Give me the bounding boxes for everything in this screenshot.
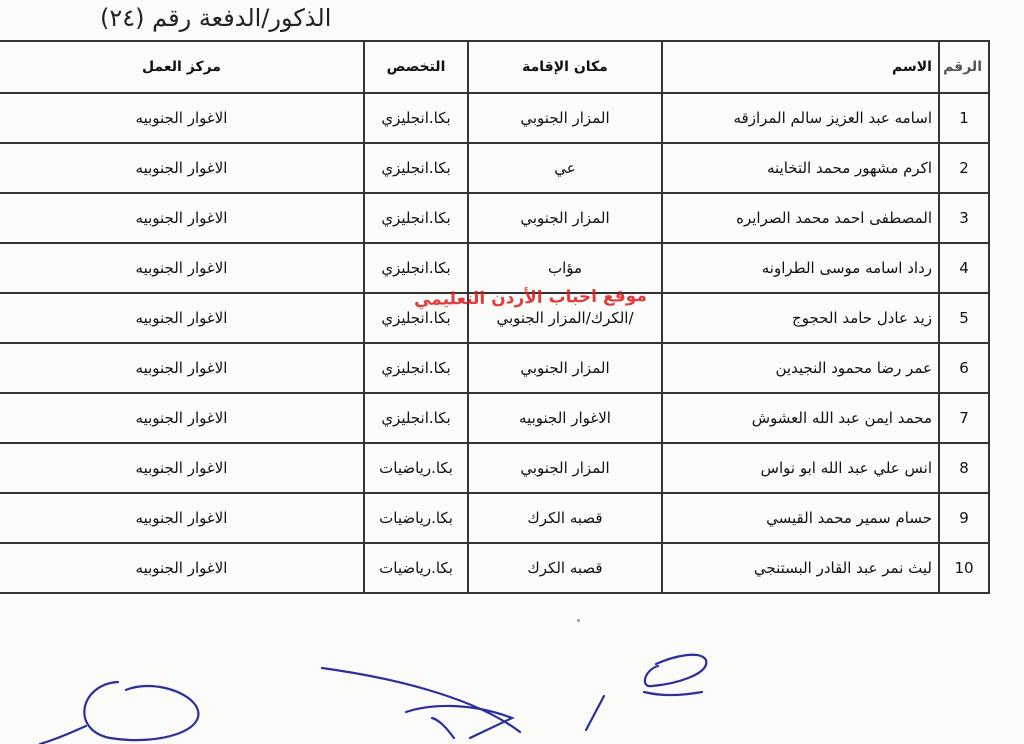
signature-image xyxy=(0,620,1024,744)
row-num: 10 xyxy=(939,543,989,593)
header-work-center: مركز العمل xyxy=(0,41,364,93)
row-num: 9 xyxy=(939,493,989,543)
row-num: 3 xyxy=(939,193,989,243)
row-residence: قصبه الكرك xyxy=(468,543,662,593)
row-specialty: بكا.انجليزي xyxy=(364,393,468,443)
table-row xyxy=(0,393,989,443)
row-residence: قصبه الكرك xyxy=(468,493,662,543)
row-residence: المزار الجنوبي xyxy=(468,343,662,393)
row-num: 2 xyxy=(939,143,989,193)
row-work-center: الاغوار الجنوبيه xyxy=(0,443,364,493)
row-work-center: الاغوار الجنوبيه xyxy=(0,493,364,543)
row-specialty: بكا.انجليزي xyxy=(364,243,468,293)
row-specialty: بكا.انجليزي xyxy=(364,343,468,393)
header-specialty: التخصص xyxy=(364,41,468,93)
row-work-center: الاغوار الجنوبيه xyxy=(0,93,364,143)
row-specialty: بكا.رياضيات xyxy=(364,543,468,593)
row-residence: المزار الجنوبي xyxy=(468,93,662,143)
row-name: حسام سمير محمد القيسي xyxy=(662,493,939,543)
row-work-center: الاغوار الجنوبيه xyxy=(0,243,364,293)
header-residence: مكان الإقامة xyxy=(468,41,662,93)
row-name: انس علي عبد الله ابو نواس xyxy=(662,443,939,493)
row-specialty: بكا.انجليزي xyxy=(364,193,468,243)
row-num: 4 xyxy=(939,243,989,293)
row-residence: /الكرك/المزار الجنوبي xyxy=(468,293,662,343)
row-num: 7 xyxy=(939,393,989,443)
row-name: زيد عادل حامد الحجوج xyxy=(662,293,939,343)
row-residence: المزار الجنوبي xyxy=(468,443,662,493)
row-residence: مؤاب xyxy=(468,243,662,293)
table-row xyxy=(0,93,989,143)
row-num: 6 xyxy=(939,343,989,393)
table-row xyxy=(0,443,989,493)
row-residence: الاغوار الجنوبيه xyxy=(468,393,662,443)
row-specialty: بكا.رياضيات xyxy=(364,443,468,493)
table-row xyxy=(0,193,989,243)
row-work-center: الاغوار الجنوبيه xyxy=(0,343,364,393)
row-num: 5 xyxy=(939,293,989,343)
row-name: اكرم مشهور محمد التخاينه xyxy=(662,143,939,193)
row-work-center: الاغوار الجنوبيه xyxy=(0,193,364,243)
row-specialty: بكا.انجليزي xyxy=(364,93,468,143)
row-specialty: بكا.انجليزي xyxy=(364,143,468,193)
row-name: ليث نمر عبد القادر البستنجي xyxy=(662,543,939,593)
row-work-center: الاغوار الجنوبيه xyxy=(0,293,364,343)
row-work-center: الاغوار الجنوبيه xyxy=(0,143,364,193)
table-row xyxy=(0,493,989,543)
table-header-row xyxy=(0,41,989,93)
row-name: رداد اسامه موسى الطراونه xyxy=(662,243,939,293)
row-specialty: بكا.رياضيات xyxy=(364,493,468,543)
table-row xyxy=(0,343,989,393)
row-residence: عي xyxy=(468,143,662,193)
roster-table xyxy=(0,40,990,594)
row-work-center: الاغوار الجنوبيه xyxy=(0,543,364,593)
table-row xyxy=(0,543,989,593)
row-residence: المزار الجنوبي xyxy=(468,193,662,243)
header-name: الاسم xyxy=(662,41,939,93)
header-num: الرقم xyxy=(939,41,989,93)
row-name: المصطفى احمد محمد الصرايره xyxy=(662,193,939,243)
row-work-center: الاغوار الجنوبيه xyxy=(0,393,364,443)
row-name: محمد ايمن عبد الله العشوش xyxy=(662,393,939,443)
row-name: اسامه عبد العزيز سالم المرازقه xyxy=(662,93,939,143)
row-num: 1 xyxy=(939,93,989,143)
watermark: موقع احباب الأردن التعليمي xyxy=(413,285,648,311)
page-title: الذكور/الدفعة رقم (٢٤) xyxy=(100,4,332,32)
table-row xyxy=(0,243,989,293)
row-name: عمر رضا محمود النجيدين xyxy=(662,343,939,393)
table-row xyxy=(0,143,989,193)
row-specialty: بكا.انجليزي xyxy=(364,293,468,343)
row-num: 8 xyxy=(939,443,989,493)
